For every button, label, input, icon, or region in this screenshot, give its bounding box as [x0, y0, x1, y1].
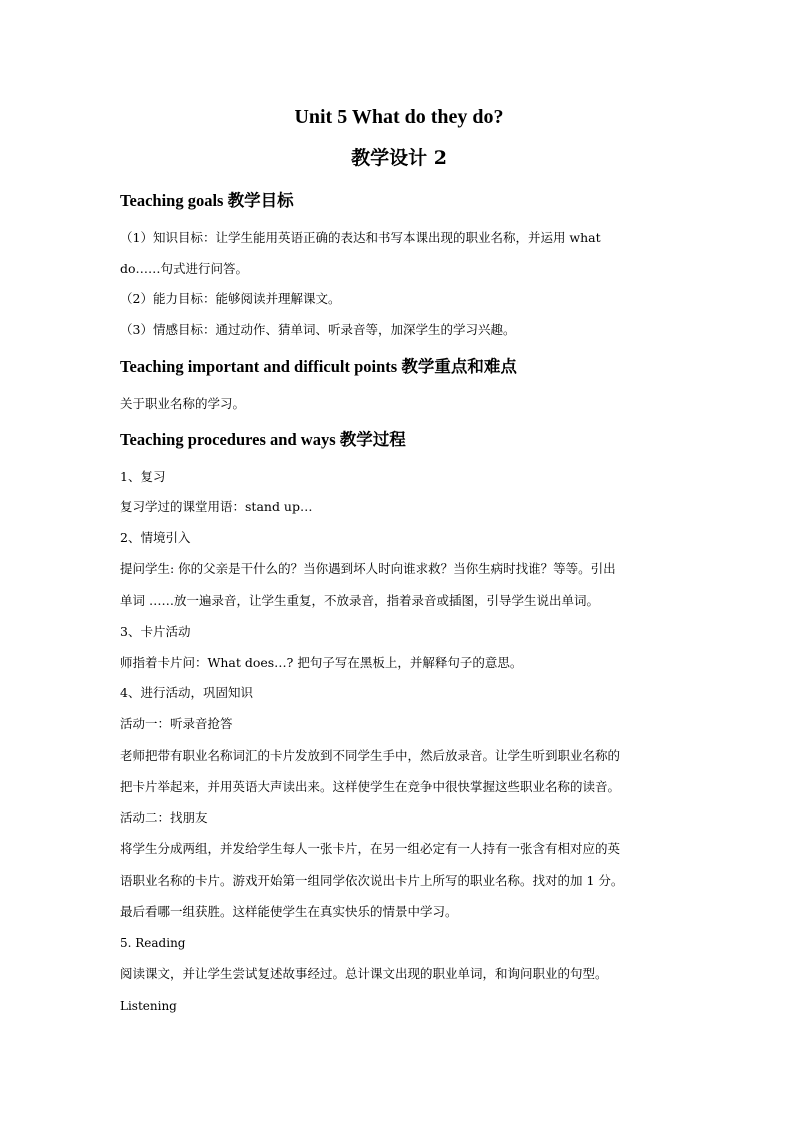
- activity-1-line-1: 老师把带有职业名称词汇的卡片发放到不同学生手中，然后放录音。让学生听到职业名称的: [120, 748, 621, 763]
- activity-2-line-2: 语职业名称的卡片。游戏开始第一组同学依次说出卡片上所写的职业名称。找对的加 1 分。: [120, 873, 624, 888]
- step-3-text: 师指着卡片问：What does…? 把句子写在黑板上，并解释句子的意思。: [120, 655, 523, 670]
- step-1-heading: 1、复习: [120, 469, 166, 484]
- step-5-heading: 5. Reading: [120, 936, 186, 950]
- goals-heading: Teaching goals 教学目标: [120, 191, 294, 210]
- document-title: Unit 5 What do they do?: [294, 106, 504, 128]
- activity-2-line-3: 最后看哪一组获胜。这样能使学生在真实快乐的情景中学习。: [120, 904, 458, 919]
- goal-2: （2）能力目标：能够阅读并理解课文。: [120, 291, 341, 306]
- activity-2-heading: 活动二：找朋友: [120, 810, 208, 825]
- step-5-text: 阅读课文，并让学生尝试复述故事经过。总计课文出现的职业单词，和询问职业的句型。: [120, 966, 608, 981]
- document-subtitle: 教学设计 2: [351, 147, 447, 169]
- step-4-heading: 4、进行活动，巩固知识: [120, 685, 253, 700]
- step-3-heading: 3、卡片活动: [120, 624, 191, 639]
- activity-1-heading: 活动一：听录音抢答: [120, 716, 233, 731]
- step-2-line-1: 提问学生: 你的父亲是干什么的？当你遇到坏人时向谁求救？当你生病时找谁？等等。引出: [120, 561, 616, 576]
- step-2-heading: 2、情境引入: [120, 530, 191, 545]
- points-heading: Teaching important and difficult points 教学重点和难点: [120, 357, 517, 376]
- step-1-text: 复习学过的课堂用语：stand up…: [120, 499, 313, 514]
- step-2-line-2: 单词 ……放一遍录音，让学生重复，不放录音，指着录音或插图，引导学生说出单词。: [120, 593, 599, 608]
- activity-2-line-1: 将学生分成两组，并发给学生每人一张卡片，在另一组必定有一人持有一张含有相对应的英: [120, 841, 621, 856]
- points-text: 关于职业名称的学习。: [120, 396, 246, 411]
- goal-1-line-1: （1）知识目标：让学生能用英语正确的表达和书写本课出现的职业名称，并运用 what: [120, 230, 601, 245]
- activity-1-line-2: 把卡片举起来，并用英语大声读出来。这样使学生在竞争中很快掌握这些职业名称的读音。: [120, 779, 621, 794]
- procedures-heading: Teaching procedures and ways 教学过程: [120, 430, 406, 449]
- step-6-heading: Listening: [120, 999, 177, 1013]
- goal-1-line-2: do……句式进行问答。: [120, 261, 249, 276]
- goal-3: （3）情感目标：通过动作、猜单词、听录音等，加深学生的学习兴趣。: [120, 322, 516, 337]
